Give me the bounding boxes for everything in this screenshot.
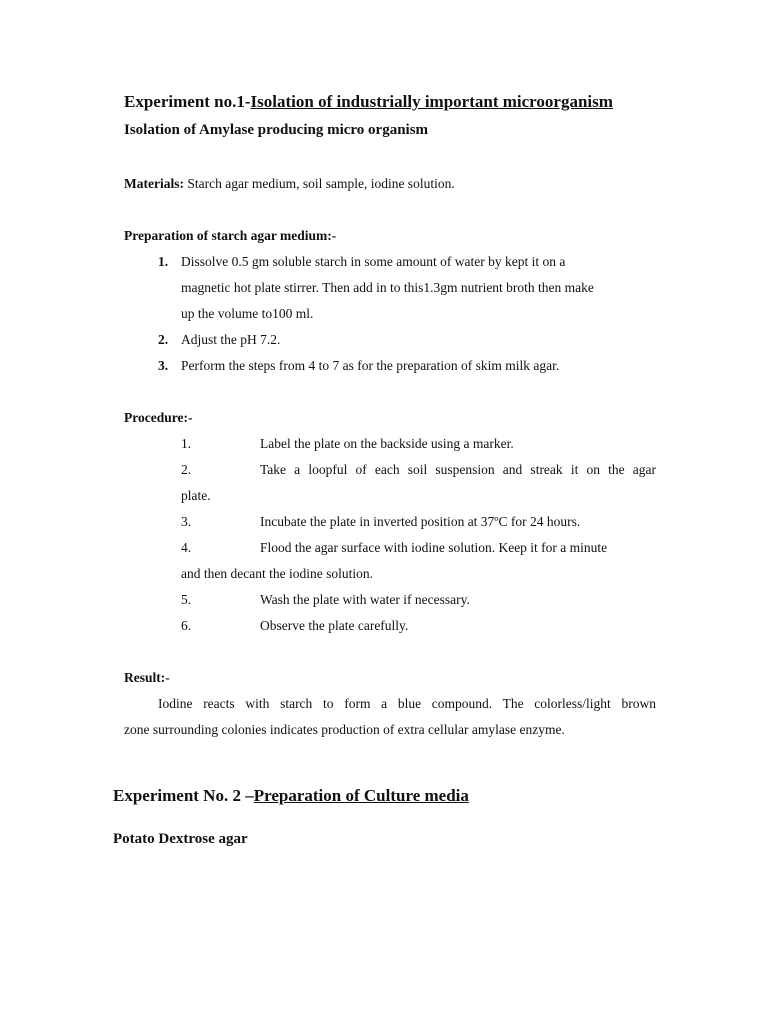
proc-step-2-cont: plate.	[181, 488, 211, 503]
proc-step-2-num: 2.	[181, 462, 192, 477]
proc-step-4-num: 4.	[181, 540, 192, 555]
prep-step-2-line-1: Adjust the pH 7.2.	[181, 332, 281, 347]
result-line-2: zone surrounding colonies indicates production of extra cellular amylase enzyme.	[124, 722, 565, 737]
procedure-heading: Procedure:-	[124, 410, 193, 425]
prep-step-2-num: 2.	[158, 332, 169, 347]
proc-step-6-text: Observe the plate carefully.	[260, 618, 409, 633]
preparation-heading: Preparation of starch agar medium:-	[124, 228, 337, 243]
materials-line	[124, 176, 455, 192]
experiment2-subtitle: Potato Dextrose agar	[113, 831, 248, 847]
prep-step-1-line-1: Dissolve 0.5 gm soluble starch in some amount of water by kept it on a	[181, 254, 566, 269]
experiment1-title: Isolation of industrially important microorganism	[250, 92, 613, 111]
result-heading: Result:-	[124, 670, 170, 685]
experiment2-prefix: Experiment No. 2 –	[113, 786, 254, 805]
materials-text: Starch agar medium, soil sample, iodine solution.	[183, 176, 455, 191]
proc-step-1-num: 1.	[181, 436, 192, 451]
prep-step-3-num: 3.	[158, 358, 169, 373]
proc-step-4-text: Flood the agar surface with iodine solution. Keep it for a minute	[260, 540, 608, 555]
proc-step-4-cont: and then decant the iodine solution.	[181, 566, 373, 581]
prep-step-1-line-3: up the volume to100 ml.	[181, 306, 314, 321]
proc-step-2-text: Take a loopful of each soil suspension and streak it on the agar	[260, 462, 656, 477]
prep-step-1-num: 1.	[158, 254, 169, 269]
proc-step-3-text: Incubate the plate in inverted position at 37ºC for 24 hours.	[260, 514, 581, 529]
materials-label: Materials:	[124, 176, 184, 191]
proc-step-6-num: 6.	[181, 618, 192, 633]
prep-step-3-line-1: Perform the steps from 4 to 7 as for the preparation of skim milk agar.	[181, 358, 560, 373]
prep-step-1-line-2: magnetic hot plate stirrer. Then add in to this1.3gm nutrient broth then make	[181, 280, 594, 295]
proc-step-5-num: 5.	[181, 592, 192, 607]
proc-step-5-text: Wash the plate with water if necessary.	[260, 592, 470, 607]
experiment2-title: Preparation of Culture media	[253, 786, 469, 805]
experiment1-subtitle: Isolation of Amylase producing micro organism	[124, 122, 429, 138]
result-line-1: Iodine reacts with starch to form a blue compound. The colorless/light brown	[158, 696, 656, 711]
experiment1-prefix: Experiment no.1-	[124, 92, 251, 111]
experiment2-heading	[113, 786, 469, 806]
experiment1-heading	[124, 92, 613, 112]
proc-step-1-text: Label the plate on the backside using a marker.	[260, 436, 514, 451]
proc-step-3-num: 3.	[181, 514, 192, 529]
